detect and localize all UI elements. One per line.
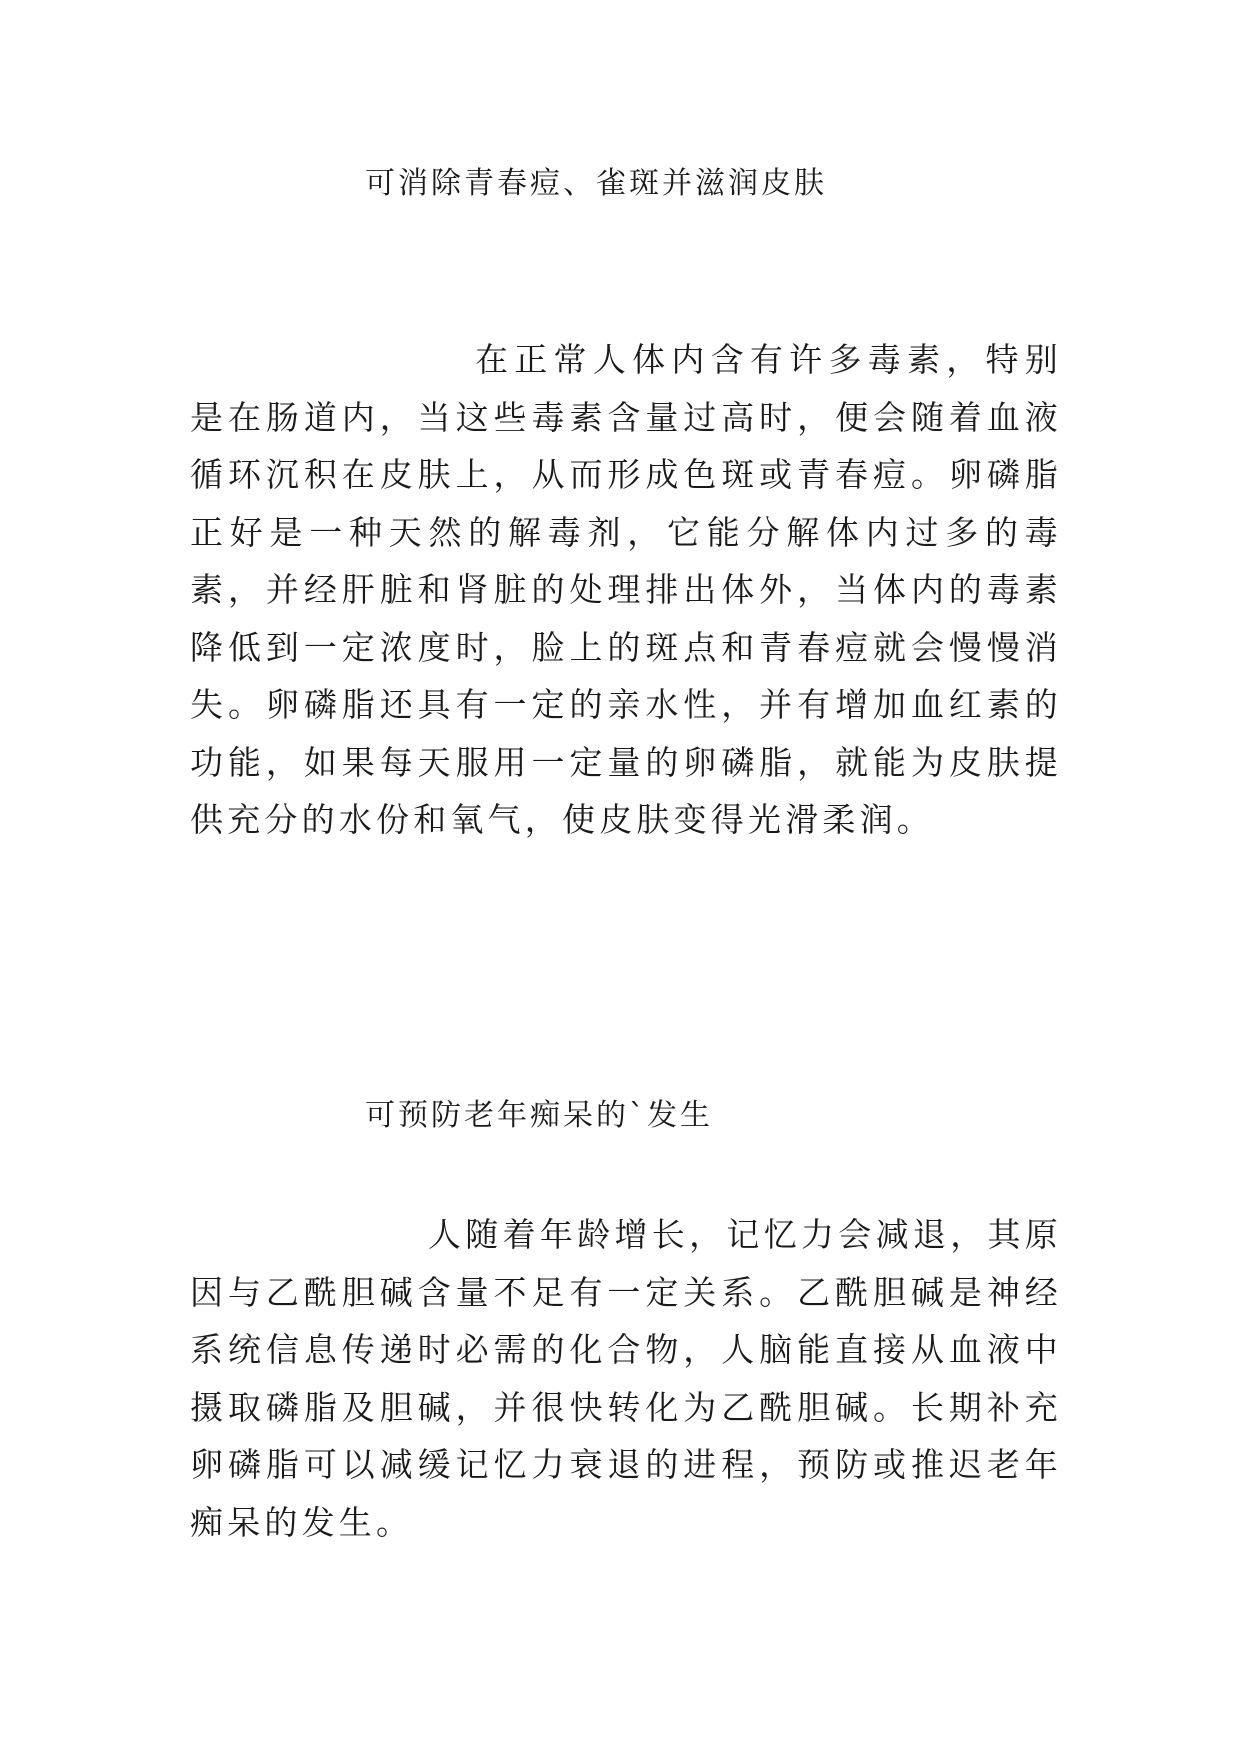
section-heading: 可预防老年痴呆的`发生 (365, 1098, 713, 1133)
section-paragraph: 人随着年龄增长，记忆力会减退，其原因与乙酰胆碱含量不足有一定关系。乙酰胆碱是神经系统信息传递时必需的化合物，人脑能直接从血液中摄取磷脂及胆碱，并很快转化为乙酰胆碱。长期补充卵磷脂可以减缓记忆力衰退的进程，预防或推迟老年痴呆的发生。 (190, 1215, 1062, 1542)
section-heading: 可消除青春痘、雀斑并滋润皮肤 (365, 166, 827, 201)
section-paragraph: 在正常人体内含有许多毒素，特别是在肠道内，当这些毒素含量过高时，便会随着血液循环沉积在皮肤上，从而形成色斑或青春痘。卵磷脂正好是一种天然的解毒剂，它能分解体内过多的毒素，并经肝脏和肾脏的处理排出体外，当体内的毒素降低到一定浓度时，脸上的斑点和青春痘就会慢慢消失。卵磷脂还具有一定的亲水性，并有增加血红素的功能，如果每天服用一定量的卵磷脂，就能为皮肤提供充分的水份和氧气，使皮肤变得光滑柔润。 (190, 340, 1062, 839)
